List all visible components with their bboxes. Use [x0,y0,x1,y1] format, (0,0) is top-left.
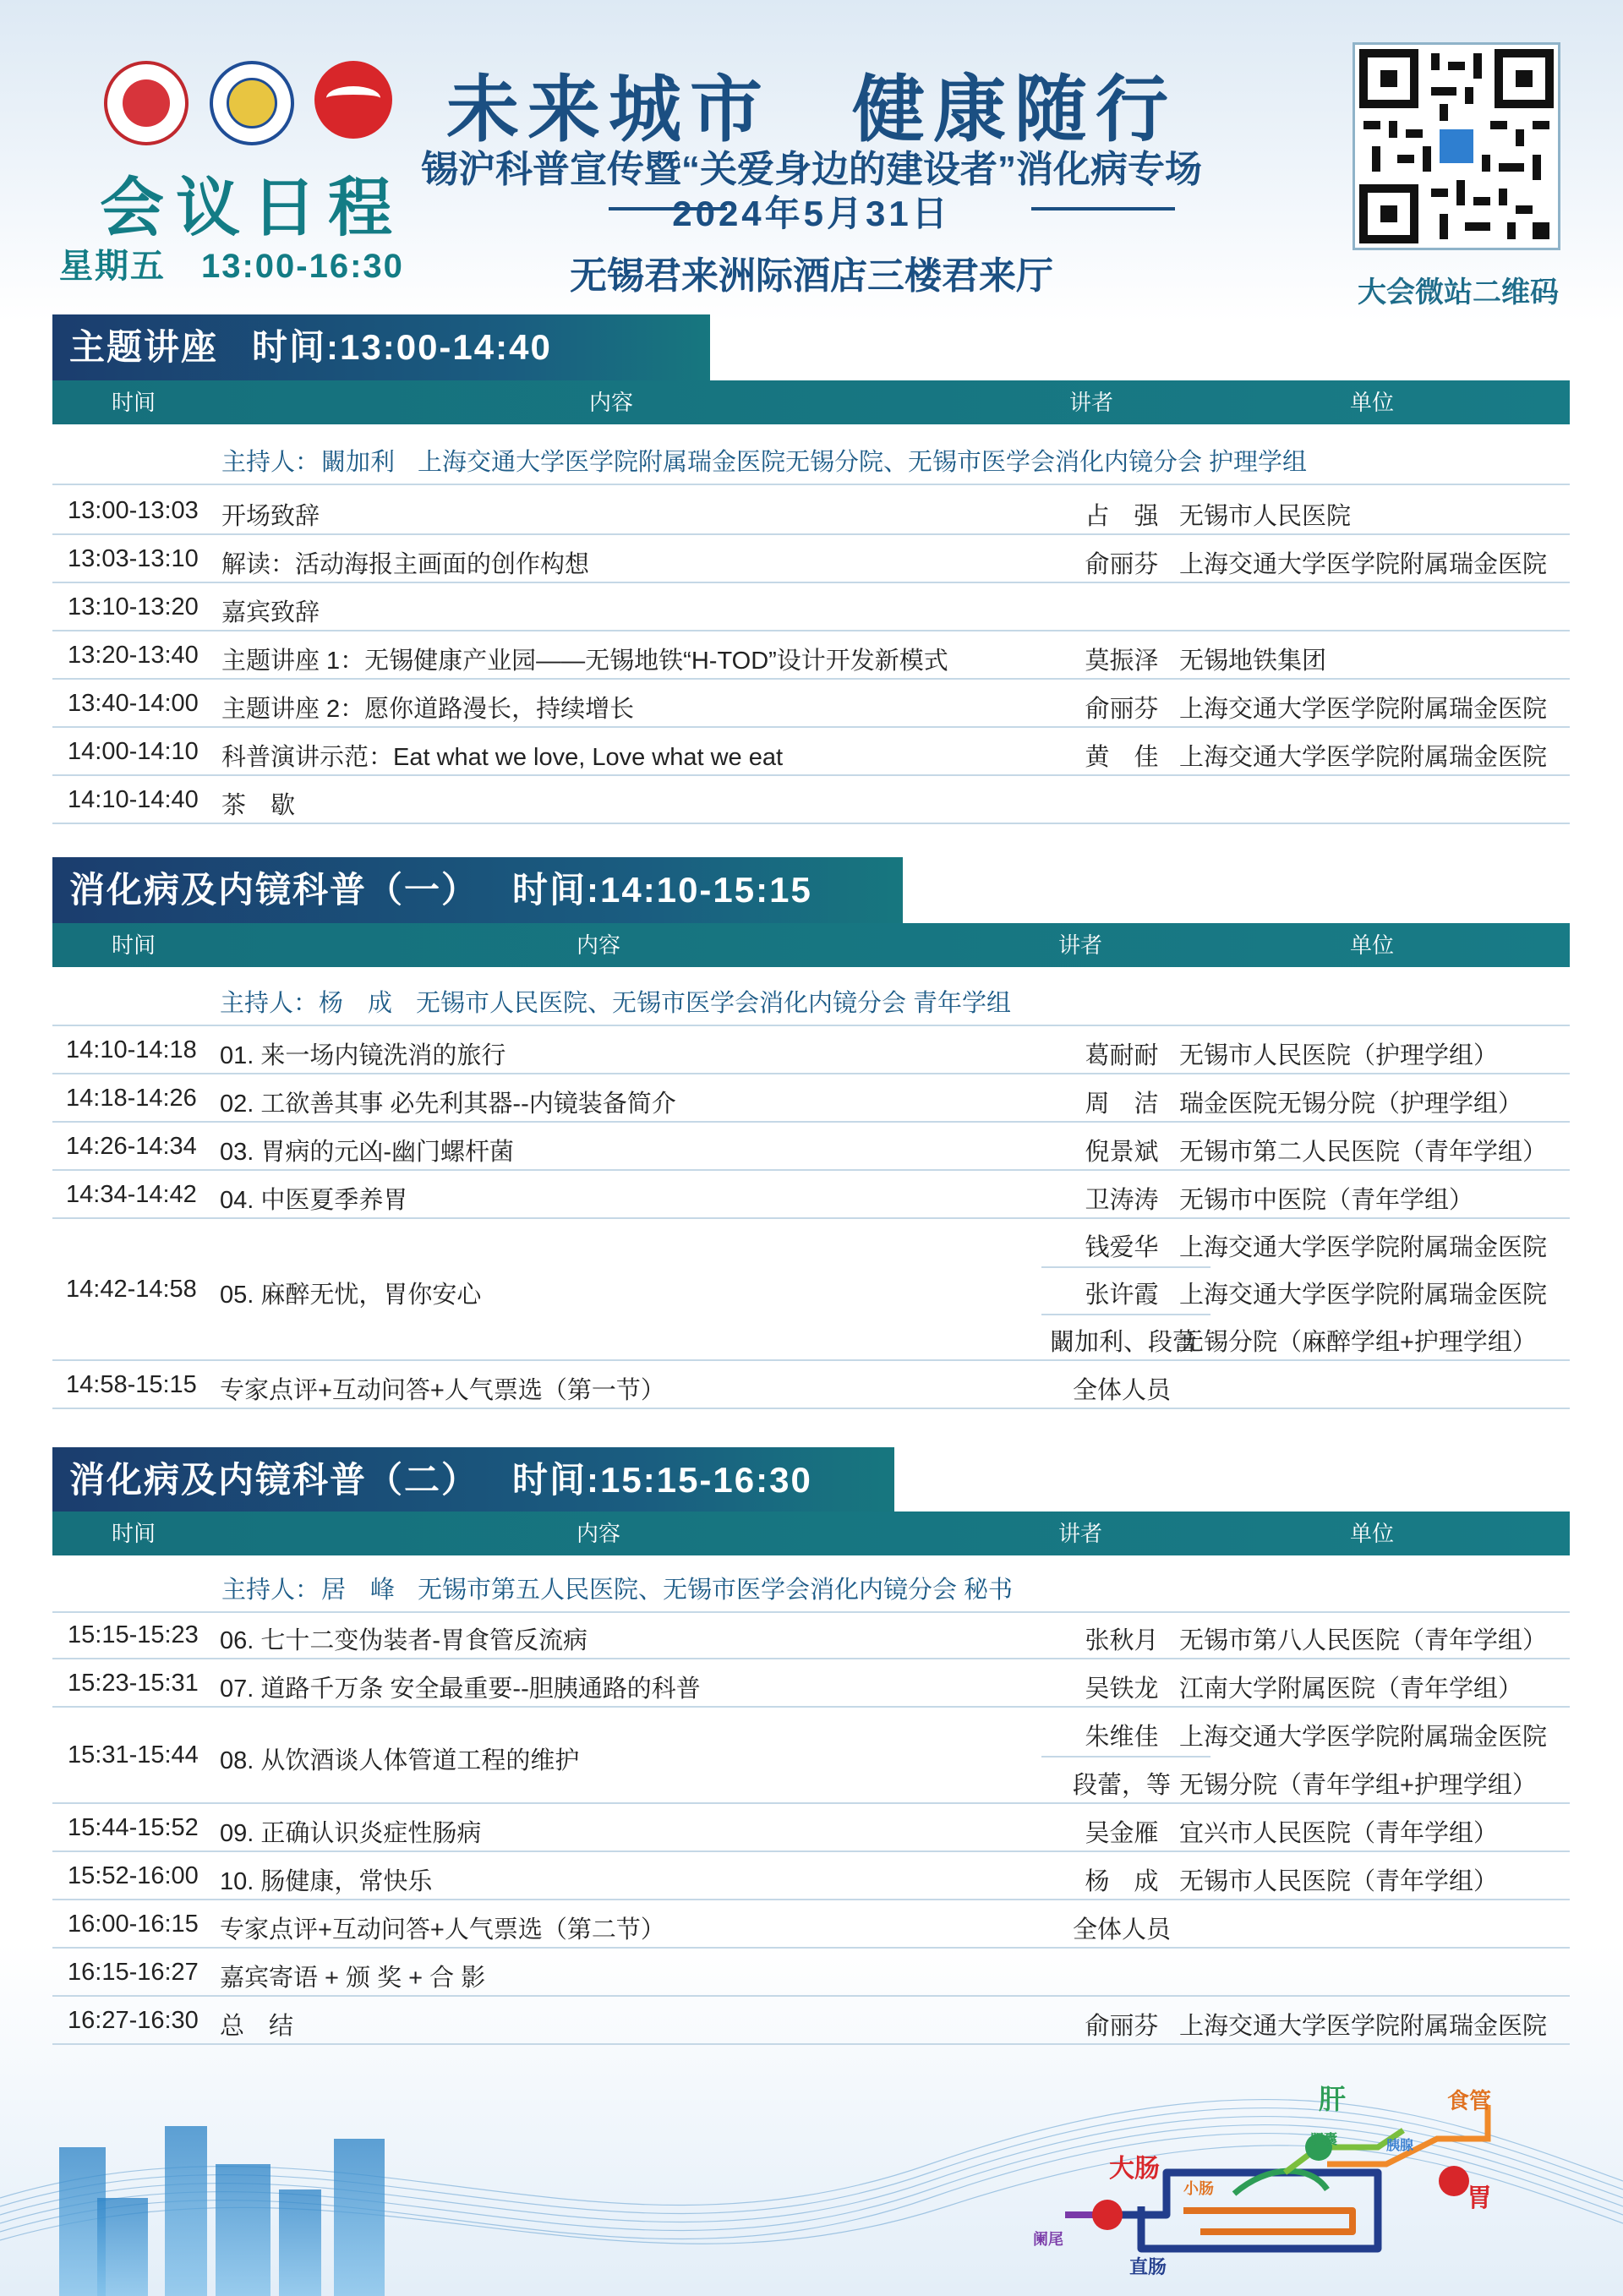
row-content: 茶 歇 [221,792,296,819]
table-row [52,1171,1570,1219]
col-time: 时间 [112,1521,156,1546]
row-time: 16:00-16:15 [68,1911,199,1938]
event-date: 2024年5月31日 [672,194,951,233]
col-speaker: 讲者 [1058,932,1103,958]
row-speaker: 张秋月 [1085,1627,1159,1654]
table-row-multi-speaker [52,1708,1570,1804]
host-row [52,429,1570,485]
row-time: 14:00-14:10 [68,738,199,765]
column-header [52,380,1570,424]
row-content: 专家点评+互动问答+人气票选（第二节） [220,1916,665,1943]
row-time: 15:15-15:23 [68,1621,199,1648]
row-speaker: 杨 成 [1085,1868,1159,1895]
row-speaker: 朱维佳 [1085,1724,1159,1751]
organ-label: 直肠 [1129,2256,1167,2277]
row-time: 14:18-14:26 [66,1085,197,1112]
row-unit: 江南大学附属医院（青年学组） [1179,1676,1523,1703]
col-unit: 单位 [1350,932,1395,958]
row-content: 主题讲座 1：无锡健康产业园——无锡地铁“H-TOD”设计开发新模式 [221,648,948,675]
row-speaker: 黄 佳 [1085,744,1159,771]
row-time: 16:27-16:30 [68,2007,199,2034]
row-content: 03. 胃病的元凶-幽门螺杆菌 [220,1139,515,1166]
col-time: 时间 [112,932,156,958]
row-time: 13:03-13:10 [68,545,199,572]
host-label: 主持人： [220,990,319,1017]
row-speaker: 俞丽芬 [1085,696,1159,723]
organ-label: 食管 [1447,2088,1492,2113]
host-org: 无锡市第五人民医院、无锡市医学会消化内镜分会 秘书 [418,1577,1014,1604]
row-content: 09. 正确认识炎症性肠病 [220,1820,482,1847]
row-unit: 上海交通大学医学院附属瑞金医院 [1179,2013,1548,2040]
row-unit: 无锡市人民医院（护理学组） [1179,1042,1499,1069]
row-time: 15:52-16:00 [68,1862,199,1889]
row-content: 科普演讲示范：Eat what we love, Love what we eat [221,744,784,771]
organ-label: 小肠 [1183,2180,1214,2197]
row-unit: 无锡市第八人民医院（青年学组） [1179,1627,1548,1654]
row-unit: 无锡市第二人民医院（青年学组） [1179,1139,1548,1166]
section-title-text: 消化病及内镜科普（二） [69,1460,479,1500]
organ-label: 胃 [1467,2184,1492,2212]
section-title-science-2 [52,1447,894,1513]
row-speaker: 张许霞 [1085,1282,1159,1309]
table-row [52,535,1570,583]
table-row [52,1611,1570,1659]
host-label: 主持人： [221,449,320,476]
organ-label: 胰腺 [1386,2139,1414,2153]
row-speaker: 周 洁 [1085,1091,1159,1118]
table-row-multi-speaker [52,1219,1570,1361]
col-speaker: 讲者 [1058,1521,1103,1546]
row-content: 08. 从饮酒谈人体管道工程的维护 [220,1747,580,1774]
table-row [52,1949,1570,1997]
row-speaker: 段蕾，等 [1072,1772,1171,1799]
row-unit: 无锡市人民医院（青年学组） [1179,1868,1499,1895]
organ-label: 胆囊 [1310,2133,1338,2147]
host-name: 居 峰 [321,1577,396,1604]
row-time: 16:15-16:27 [68,1959,199,1986]
table-row [52,583,1570,631]
col-content: 内容 [577,932,621,958]
row-speaker: 葛耐耐 [1085,1042,1159,1069]
row-speaker: 吴金雁 [1085,1820,1159,1847]
table-row [52,1852,1570,1900]
row-speaker: 俞丽芬 [1085,2013,1159,2040]
row-speaker: 俞丽芬 [1085,551,1159,578]
organ-label: 阑尾 [1033,2231,1063,2248]
row-content: 主题讲座 2：愿你道路漫长，持续增长 [221,696,635,723]
host-row [52,970,1570,1026]
row-content: 嘉宾致辞 [221,599,320,626]
qr-code[interactable] [1352,42,1560,250]
table-row [52,728,1570,776]
section-time: 时间:15:15-16:30 [512,1460,812,1500]
row-unit: 无锡市中医院（青年学组） [1179,1187,1474,1214]
table-row [52,1804,1570,1852]
building-bar [334,2139,385,2296]
weekday-time: 星期五 13:00-16:30 [59,248,404,285]
row-unit: 无锡分院（青年学组+护理学组） [1179,1772,1537,1799]
row-content: 02. 工欲善其事 必先利其器--内镜装备简介 [220,1091,676,1118]
section-title-text: 主题讲座 [69,327,219,367]
sub-divider [1041,1266,1210,1268]
column-header [52,923,1570,967]
table-row [52,1074,1570,1123]
row-time: 13:20-13:40 [68,642,199,669]
row-unit: 上海交通大学医学院附属瑞金医院 [1179,551,1548,578]
row-unit: 无锡市人民医院 [1179,503,1352,530]
building-bar [165,2126,207,2296]
row-unit: 上海交通大学医学院附属瑞金医院 [1179,1234,1548,1261]
section-time: 时间:14:10-15:15 [512,870,812,910]
row-content: 01. 来一场内镜洗消的旅行 [220,1042,506,1069]
row-content: 10. 肠健康，常快乐 [220,1868,433,1895]
table-row [52,631,1570,680]
section-title-text: 消化病及内镜科普（一） [69,870,479,910]
row-speaker: 占 强 [1085,503,1159,530]
row-time: 14:34-14:42 [66,1181,197,1208]
row-speaker: 钱爱华 [1085,1234,1159,1261]
section-title-science-1 [52,857,903,923]
row-unit: 上海交通大学医学院附属瑞金医院 [1179,696,1548,723]
qr-caption: 大会微站二维码 [1358,276,1559,309]
building-bar [279,2189,321,2296]
row-time: 15:31-15:44 [68,1741,199,1768]
section-title-keynote [52,314,710,380]
row-unit: 上海交通大学医学院附属瑞金医院 [1179,1724,1548,1751]
row-unit: 宜兴市人民医院（青年学组） [1179,1820,1499,1847]
row-unit: 无锡分院（麻醉学组+护理学组） [1179,1329,1537,1356]
building-bar [97,2198,148,2296]
col-speaker: 讲者 [1069,390,1114,415]
col-content: 内容 [577,1521,621,1546]
main-title: 未来城市 健康随行 [446,69,1177,150]
row-content: 06. 七十二变伪装者-胃食管反流病 [220,1627,588,1654]
row-time: 13:00-13:03 [68,497,199,524]
row-speaker: 卫涛涛 [1085,1187,1159,1214]
row-time: 14:10-14:18 [66,1036,197,1063]
col-time: 时间 [112,390,156,415]
table-row [52,1659,1570,1708]
row-unit: 瑞金医院无锡分院（护理学组） [1179,1091,1523,1118]
row-content: 开场致辞 [221,503,320,530]
row-content: 04. 中医夏季养胃 [220,1187,408,1214]
section-time: 时间:13:00-14:40 [252,327,552,367]
row-content: 总 结 [220,2013,294,2040]
host-org: 无锡市人民医院、无锡市医学会消化内镜分会 青年学组 [416,990,1012,1017]
schedule-title: 会议日程 [100,172,404,244]
host-org: 上海交通大学医学院附属瑞金医院无锡分院、无锡市医学会消化内镜分会 护理学组 [418,449,1308,476]
building-bar [216,2164,270,2296]
row-time: 14:58-15:15 [66,1371,197,1398]
venue: 无锡君来洲际酒店三楼君来厅 [570,255,1053,297]
row-time: 14:26-14:34 [66,1133,197,1160]
row-unit: 上海交通大学医学院附属瑞金医院 [1179,744,1548,771]
row-speaker: 莫振泽 [1085,648,1159,675]
table-row [52,1900,1570,1949]
row-unit: 上海交通大学医学院附属瑞金医院 [1179,1282,1548,1309]
row-time: 13:10-13:20 [68,593,199,620]
row-speaker: 闞加利、段蕾 [1050,1329,1198,1356]
host-label: 主持人： [221,1577,320,1604]
organ-label: 大肠 [1109,2155,1160,2183]
row-speaker: 全体人员 [1072,1377,1171,1404]
row-speaker: 吴铁龙 [1085,1676,1159,1703]
row-time: 13:40-14:00 [68,690,199,717]
col-unit: 单位 [1350,390,1395,415]
row-content: 专家点评+互动问答+人气票选（第一节） [220,1377,665,1404]
row-content: 07. 道路千万条 安全最重要--胆胰通路的科普 [220,1676,701,1703]
row-speaker: 倪景斌 [1085,1139,1159,1166]
table-row [52,1026,1570,1074]
host-name: 杨 成 [319,990,393,1017]
table-row [52,776,1570,824]
table-row [52,680,1570,728]
row-content: 嘉宾寄语 + 颁 奖 + 合 影 [220,1965,486,1992]
organ-label: 肝 [1319,2084,1347,2114]
column-header [52,1512,1570,1555]
table-row [52,1123,1570,1171]
row-time: 14:42-14:58 [66,1276,197,1303]
col-content: 内容 [589,390,634,415]
table-row [52,487,1570,535]
sub-divider [1041,1314,1210,1315]
sub-title: 锡沪科普宣传暨“关爱身边的建设者”消化病专场 [421,149,1202,190]
host-row [52,1557,1570,1613]
sub-divider [1041,1756,1210,1758]
col-unit: 单位 [1350,1521,1395,1546]
row-content: 05. 麻醉无忧，胃你安心 [220,1282,482,1309]
table-row [52,1997,1570,2045]
row-content: 解读：活动海报主画面的创作构想 [221,551,590,578]
row-speaker: 全体人员 [1072,1916,1171,1943]
row-time: 14:10-14:40 [68,786,199,813]
row-unit: 无锡地铁集团 [1179,648,1327,675]
row-time: 15:23-15:31 [68,1670,199,1697]
row-time: 15:44-15:52 [68,1814,199,1841]
host-name: 闞加利 [321,449,396,476]
table-row [52,1361,1570,1409]
